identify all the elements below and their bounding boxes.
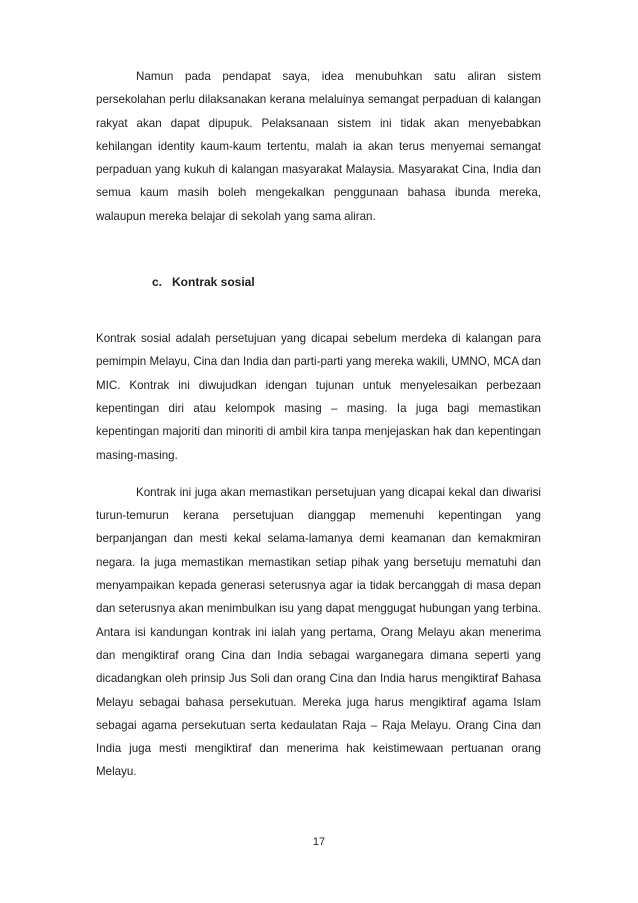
paragraph-sistem-persekolahan: Namun pada pendapat saya, idea menubuhkan satu aliran sistem persekolahan perlu dilaksanakan kerana melaluinya semangat perpaduan di kalangan rakyat akan dapat dipupuk. Pelaksanaan sistem ini tidak akan menyebabkan kehilangan identity kaum-kaum tertentu, malah ia akan terus menyemai semangat perpaduan yang kukuh di kalangan masyarakat Malaysia. Masyarakat Cina, India dan semua kaum masih boleh mengekalkan penggunaan bahasa ibunda mereka, walaupun mereka belajar di sekolah yang sama aliran. [96,70,541,223]
page-body [96,65,541,784]
paragraph-kontrak-definition: Kontrak sosial adalah persetujuan yang dicapai sebelum merdeka di kalangan para pemimpin Melayu, Cina dan India dan parti-parti yang mereka wakili, UMNO, MCA dan MIC. Kontrak ini diwujudkan idengan tujunan untuk menyelesaikan perbezaan kepentingan diri atau kelompok masing – masing. Ia juga bagi memastikan kepentingan majoriti dan minoriti di ambil kira tanpa menjejaskan hak dan kepentingan masing-masing. [96,332,541,462]
paragraph-kontrak-content: Kontrak ini juga akan memastikan persetujuan yang dicapai kekal dan diwarisi turun-temurun kerana persetujuan dianggap memenuhi kepentingan yang berpanjangan dan mesti kekal selama-lamanya demi keamanan dan kemakmiran negara. Ia juga memastikan memastikan setiap pihak yang bersetuju mematuhi dan menyampaikan kepada generasi seterusnya agar ia tidak bercanggah di masa depan dan seterusnya akan menimbulkan isu yang dapat menggugat hubungan yang terbina. Antara isi kandungan kontrak ini ialah yang pertama, Orang Melayu akan menerima dan mengiktiraf orang Cina dan India sebagai warganegara dimana seperti yang dicadangkan oleh prinsip Jus Soli dan orang Cina dan India harus mengiktiraf Bahasa Melayu sebagai bahasa persekutuan. Mereka juga harus mengiktiraf agama Islam sebagai agama persekutuan serta kedaulatan Raja – Raja Melayu. Orang Cina dan India juga mesti mengiktiraf dan menerima hak keistimewaan pertuanan orang Melayu. [96,485,541,779]
section-title: Kontrak sosial [172,275,255,290]
section-heading [152,272,541,292]
page-number: 17 [312,836,326,848]
section-letter: c. [152,275,163,290]
